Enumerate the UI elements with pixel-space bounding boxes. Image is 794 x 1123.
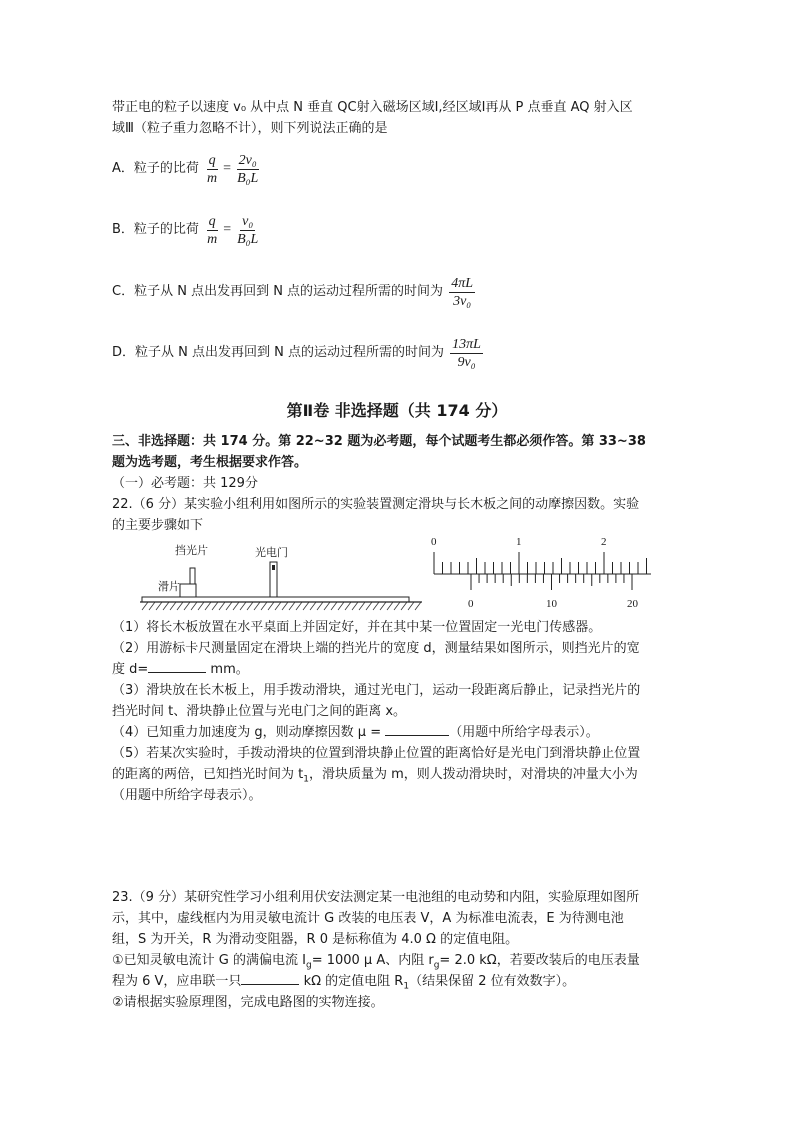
q23-line-4: ①已知灵敏电流计 G 的满偏电流 $I_g= 1000$ μ A、内阻 $r_g= 2.0$ kΩ，若要改装后的电压表量 — [112, 953, 640, 971]
option-d-label: D．粒子从 N 点出发再回到 N 点的运动过程所需的时间为 — [112, 345, 444, 360]
intro-line-1: 带正电的粒子以速度 v₀ 从中点 N 垂直 QC射入磁场区域Ⅰ,经区域Ⅰ再从 P 点垂直 AQ 射入区 — [112, 100, 633, 115]
answer-blank-mu[interactable] — [385, 723, 449, 736]
section-title: 第Ⅱ卷 非选择题（共 174 分） — [286, 401, 508, 420]
ground-hatch — [142, 602, 421, 610]
slider-label: 滑片 — [158, 580, 180, 593]
answer-blank-d[interactable] — [148, 660, 206, 673]
shade-label: 挡光片 — [175, 544, 208, 557]
q22-step-5c: （用题中所给字母表示）。 — [112, 788, 262, 803]
intro-line-2: 域Ⅲ（粒子重力忽略不计），则下列说法正确的是 — [112, 121, 388, 136]
option-b[interactable]: B．粒子的比荷 $\frac{q}{m}$ = $\frac{\text{v₀}}{\text{B₀L}}$ — [112, 213, 259, 247]
q23-line-2: 示，其中，虚线框内为用灵敏电流计 G 改装的电压表 V，A 为标准电流表，E 为待测电池 — [112, 911, 624, 926]
photo-gate-sensor — [272, 565, 275, 570]
vernier-scale-ticks — [471, 574, 632, 590]
q22-line-1: 22.（6 分）某实验小组利用如图所示的实验装置测定滑块与长木板之间的动摩擦因数。实验 — [112, 497, 640, 512]
q22-step-1: （1）将长木板放置在水平桌面上并固定好，并在其中某一位置固定一光电门传感器。 — [112, 620, 602, 635]
part3-line-3: （一）必考题：共 129分 — [112, 476, 258, 491]
answer-blank-r1[interactable] — [241, 972, 299, 985]
option-d[interactable] — [112, 334, 485, 373]
q22-step-3b: 挡光时间 t、滑块静止位置与光电门之间的距离 x。 — [112, 704, 407, 719]
vernier-label-20: 20 — [627, 598, 638, 610]
main-scale-label-1: 1 — [516, 536, 522, 548]
option-b-frac-left: $\frac{q}{m}$ — [207, 213, 218, 247]
q22-step-2b: 度 d= mm。 — [112, 662, 249, 677]
q23-line-6: ②请根据实验原理图，完成电路图的实物连接。 — [112, 995, 384, 1010]
option-a-frac-right: $\frac{\text{2v₀}}{\text{B₀L}}$ — [237, 152, 259, 186]
main-scale-label-2: 2 — [601, 536, 607, 548]
option-a[interactable]: A．粒子的比荷 $\frac{q}{m}$ = $\frac{\text{2v₀}}{\text{B₀L}}$ — [112, 152, 259, 186]
main-scale-label-0: 0 — [431, 536, 437, 548]
q22-step-4: （4）已知重力加速度为 g，则动摩擦因数 μ = （用题中所给字母表示）。 — [112, 725, 599, 740]
option-c-frac: $\frac{4\pi L}{\text{3v₀}}$ — [451, 275, 474, 309]
vernier-label-10: 10 — [546, 598, 557, 610]
main-scale-ticks — [434, 552, 647, 574]
option-b-frac-right: $\frac{\text{v₀}}{\text{B₀L}}$ — [237, 213, 259, 247]
part3-line-1: 三、非选择题：共 174 分。第 22~32 题为必考题，每个试题考生都必须作答。第 33~38 — [112, 434, 646, 449]
q22-step-5a: （5）若某次实验时，手拨动滑块的位置到滑块静止位置的距离恰好是光电门到滑块静止位置 — [112, 746, 641, 761]
shade-plate — [190, 568, 195, 584]
vernier-caliper-figure — [426, 534, 656, 612]
q22-step-5b: 的距离的两倍，已知挡光时间为 $t_1$，滑块质量为 m，则人拨动滑块时，对滑块的冲量大小为 — [112, 767, 638, 785]
q22-step-2a: （2）用游标卡尺测量固定在滑块上端的挡光片的宽度 d，测量结果如图所示，则挡光片的宽 — [112, 641, 640, 656]
part3-line-2: 题为选考题，考生根据要求作答。 — [112, 455, 308, 470]
option-c[interactable] — [112, 273, 477, 312]
slider-block — [180, 584, 196, 597]
option-b-label: B．粒子的比荷 — [112, 222, 199, 237]
option-d-frac: $\frac{13\pi L}{\text{9v₀}}$ — [452, 336, 481, 370]
q22-line-2: 的主要步骤如下 — [112, 518, 204, 533]
gate-label: 光电门 — [255, 546, 288, 559]
apparatus-figure — [140, 540, 425, 618]
option-a-frac-left: $\frac{q}{m}$ — [207, 152, 218, 186]
long-board — [142, 597, 409, 602]
option-a-label: A．粒子的比荷 — [112, 161, 199, 176]
q23-line-5: 程为 6 V，应串联一只 kΩ 的定值电阻 $R_1$（结果保留 2 位有效数字）。 — [112, 974, 576, 992]
option-c-label: C．粒子从 N 点出发再回到 N 点的运动过程所需的时间为 — [112, 284, 444, 299]
q23-line-1: 23.（9 分）某研究性学习小组利用伏安法测定某一电池组的电动势和内阻，实验原理如图所 — [112, 890, 640, 905]
q22-step-3a: （3）滑块放在长木板上，用手拨动滑块，通过光电门，运动一段距离后静止，记录挡光片的 — [112, 683, 641, 698]
vernier-label-0: 0 — [468, 598, 474, 610]
q23-line-3: 组，S 为开关，R 为滑动变阻器，R 0 是标称值为 4.0 Ω 的定值电阻。 — [112, 932, 519, 947]
